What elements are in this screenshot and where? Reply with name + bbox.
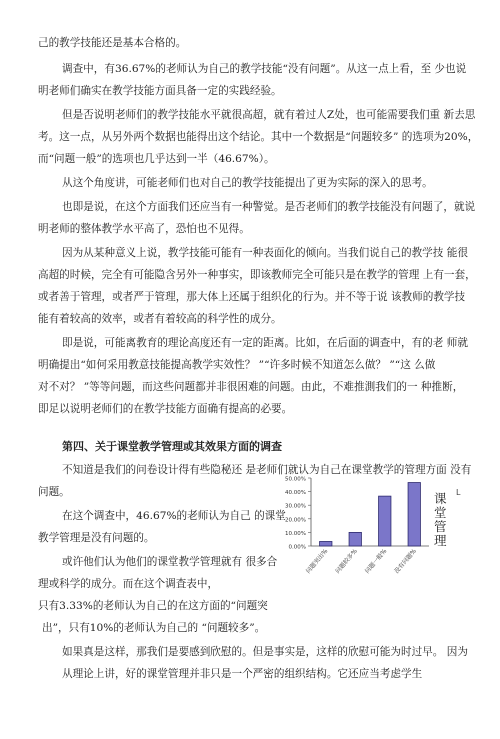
y-tick-label: 50.00% bbox=[285, 476, 306, 483]
x-tick-label: 没有问题% bbox=[393, 547, 418, 576]
bar bbox=[349, 532, 361, 546]
paragraph-line: 只有3.33%的老师认为自己的在这方面的“问题突 bbox=[38, 600, 268, 612]
paragraph-line: 也即是说，在这个方面我们还应当有一种警觉。是否老师们的教学技能没有问题了，就说 bbox=[62, 201, 476, 213]
bar bbox=[320, 541, 332, 546]
paragraph-line: 不知道是我们的问卷设计得有些隐秘还 是老师们就认为自己在课堂教学的管理方面 没有 bbox=[62, 464, 472, 476]
paragraph-line: 明老师们确实在教学技能方面具备一定的实践经验。 bbox=[38, 85, 282, 97]
paragraph-line: 己的教学技能还是基本合格的。 bbox=[38, 37, 187, 49]
y-tick-label: 30.00% bbox=[285, 503, 306, 510]
paragraph-line: 问题。 bbox=[38, 486, 70, 498]
y-tick-label: 10.00% bbox=[285, 530, 306, 537]
paragraph-line: 高超的时候，完全有可能隐含另外一种事实，即该教师完全可能只是在教学的管理 上有一套， bbox=[38, 269, 476, 281]
paragraph-line: 调查中，有36.67%的老师认为自己的教学技能“没有问题”。从这一点上看，至 少也说 bbox=[62, 63, 467, 75]
paragraph-line: 明老师的整体教学水平高了，恐怕也不见得。 bbox=[38, 223, 250, 235]
paragraph-line: 理或科学的成分。而在这个调査表中， bbox=[38, 578, 219, 590]
chart-side-mark: L bbox=[456, 488, 461, 497]
paragraph-line: 或者善于管理，或者严于管理，那大体上还属于组织化的行为。并不等于说 该教师的教学技 bbox=[38, 291, 466, 303]
bar bbox=[408, 483, 420, 546]
paragraph-line: 考。这一点，从另外两个数据也能得出这个结论。其中一个数据是“问题较多” 的选项为20%， bbox=[38, 131, 479, 143]
y-tick-label: 40.00% bbox=[285, 490, 306, 497]
paragraph-line: 即足以说明老师们的在教学技能方面确有提高的必要。 bbox=[38, 403, 293, 415]
section-heading: 第四、关于课堂教学管理或其效果方面的调查 bbox=[62, 440, 282, 453]
paragraph-line: 即是说，可能离教育的理论高度还有一定的距离。比如，在后面的调查中，有的老 师就 bbox=[62, 337, 468, 349]
x-tick-label: 问题较多% bbox=[334, 547, 359, 576]
paragraph-line: 对不对？ ”等等问题，而这些问题都并非很困难的问题。由此，不难推測我们的一 种推断， bbox=[38, 381, 464, 393]
y-tick-label: 0.00% bbox=[288, 544, 306, 551]
chart-side-label: 课堂管理 bbox=[434, 491, 447, 548]
y-tick-label: 20.00% bbox=[285, 517, 306, 524]
x-tick-label: 问题突出% bbox=[304, 547, 330, 576]
paragraph-line: 因为从某种意义上说，教学技能可能有一种表面化的倾向。当我们说自己的教学技 能很 bbox=[62, 247, 468, 259]
x-tick-label: 问题一般% bbox=[363, 547, 389, 576]
paragraph-line: 从理论上讲，好的课堂管理并非只是一个严密的组织结构。它还应当考虑学生 bbox=[62, 668, 423, 680]
paragraph-line: 或许他们认为他们的课堂教学管理就有 很多合 bbox=[62, 556, 278, 568]
bar bbox=[379, 496, 391, 546]
paragraph-line: 而“问题一般”的选项也几乎达到一半（46.67%）。 bbox=[38, 153, 275, 165]
paragraph-line: 如果真是这样，那我们是要感到欣慰的。但是事实是，这样的欣慰可能为时过早。 因为 bbox=[62, 646, 468, 658]
paragraph-line: 从这个角度讲，可能老师们也对自己的教学技能提出了更为实际的深入的思考。 bbox=[62, 177, 433, 189]
paragraph-line: 但是否说明老师们的教学技能水平就很高超，就有着过人Z处，也可能需要我们重 新去思 bbox=[62, 109, 476, 121]
paragraph-line: 在这个调查中，46.67%的老师认为自己 的课堂 bbox=[62, 510, 286, 522]
paragraph-line: 明确提出“如何采用教意技能提高教学实效性？ ”“许多时候不知道怎么做？ ”“这 么做 bbox=[38, 359, 436, 371]
paragraph-line: 教学管理是没有问题的。 bbox=[38, 532, 155, 544]
paragraph-line: 出”，只有10%的老师认为自己的 “问题较多”。 bbox=[42, 622, 266, 634]
paragraph-line: 能有着较高的效率，或者有着较高的科学性的成分。 bbox=[38, 313, 282, 325]
